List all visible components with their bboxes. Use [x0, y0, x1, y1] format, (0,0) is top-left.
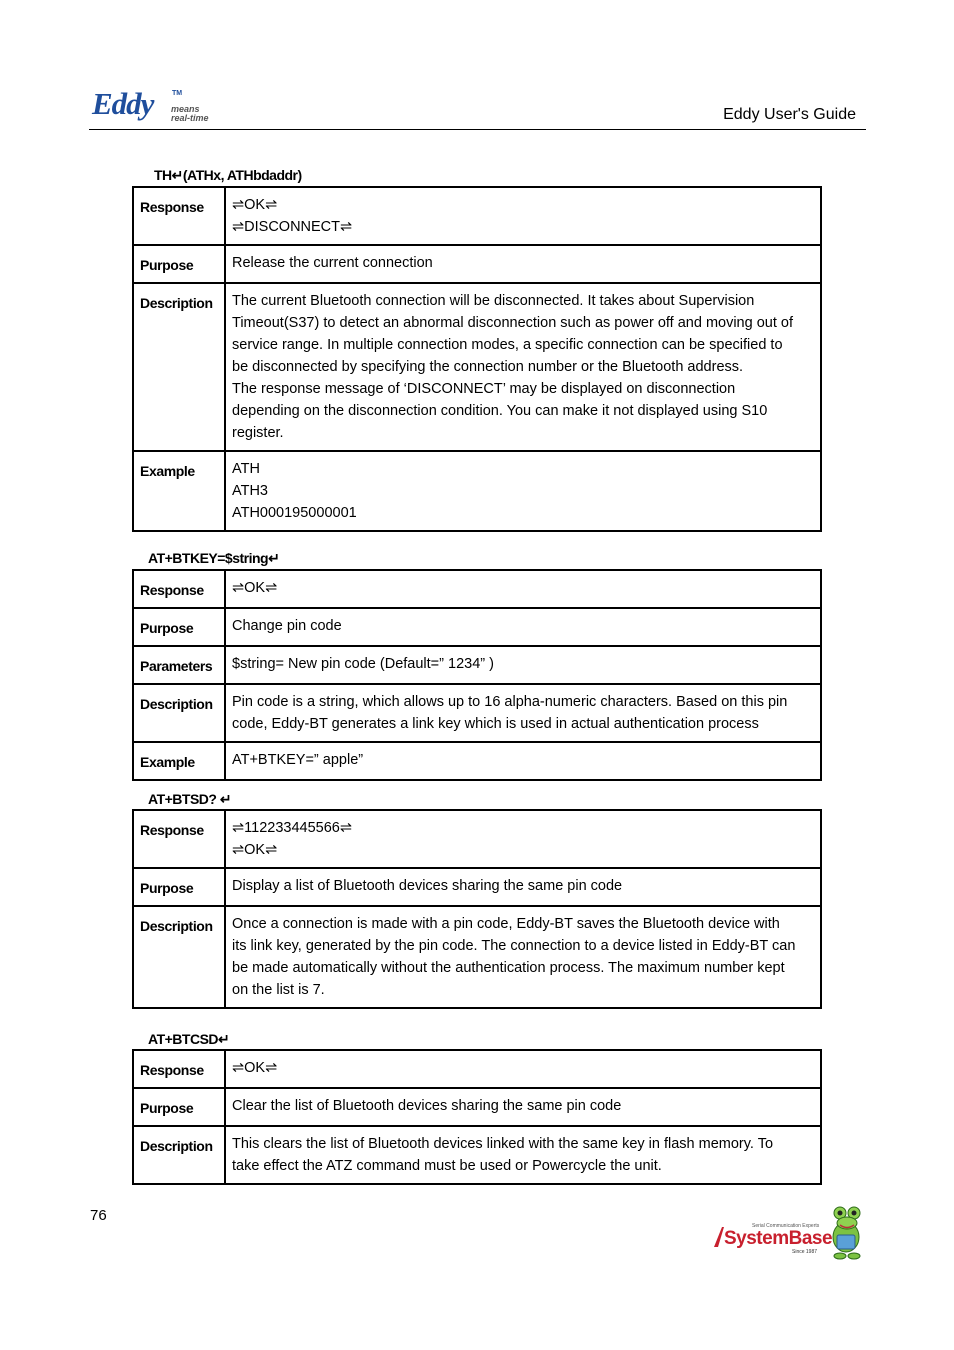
eddy-logo-tagline-2: real-time: [171, 113, 209, 123]
brand-tagline: Serial Communication Experts: [752, 1223, 820, 1229]
row-label: Response: [133, 1050, 225, 1088]
value-line: depending on the disconnection condition. You can make it not displayed using S10: [232, 403, 768, 419]
row-label: Example: [133, 451, 225, 531]
value-line: ⇌OK⇌: [232, 842, 278, 858]
row-value: [225, 1050, 821, 1088]
value-line: The response message of ‘DISCONNECT’ may be displayed on disconnection: [232, 381, 736, 397]
value-line: ATH3: [232, 483, 268, 499]
value-line: ATH000195000001: [232, 505, 357, 521]
row-label: Response: [133, 810, 225, 868]
row-label: Response: [133, 187, 225, 245]
row-value: [225, 451, 821, 531]
value-line: This clears the list of Bluetooth devices linked with the same key in flash memory. To: [232, 1136, 774, 1152]
table-row-response: [133, 1050, 821, 1088]
row-value: [225, 608, 821, 646]
value-line: on the list is 7.: [232, 982, 325, 998]
value-line: ⇌112233445566⇌: [232, 820, 352, 836]
value-line: AT+BTKEY=” apple”: [232, 752, 364, 768]
table-row-purpose: [133, 245, 821, 283]
table-row-purpose: [133, 1088, 821, 1126]
row-label: Example: [133, 742, 225, 780]
table-row-response: [133, 187, 821, 245]
systembase-logo: [712, 1203, 864, 1261]
command-title-btcsd: AT+BTCSD↵: [148, 1031, 230, 1047]
command-table-btkey: [132, 569, 822, 781]
table-row-response: [133, 570, 821, 608]
value-line: code, Eddy-BT generates a link key which is used in actual authentication process: [232, 716, 759, 732]
row-value: [225, 570, 821, 608]
value-line: $string= New pin code (Default=” 1234” ): [232, 656, 494, 672]
eddy-logo-wordmark: Eddy: [92, 86, 154, 121]
row-label: Purpose: [133, 1088, 225, 1126]
row-value: [225, 1126, 821, 1184]
row-value: [225, 684, 821, 742]
page-number: 76: [90, 1207, 107, 1224]
brand-wordmark: SystemBase: [724, 1228, 833, 1249]
command-title-btkey: AT+BTKEY=$string↵: [148, 550, 280, 566]
guide-title: Eddy User's Guide: [723, 106, 856, 123]
table-row-parameters: [133, 646, 821, 684]
row-value: [225, 245, 821, 283]
row-label: Description: [133, 1126, 225, 1184]
row-value: [225, 810, 821, 868]
value-line: ATH: [232, 461, 260, 477]
eddy-logo-trademark: TM: [172, 90, 183, 97]
value-line: be made automatically without the authentication process. The maximum number kept: [232, 960, 785, 976]
value-line: The current Bluetooth connection will be disconnected. It takes about Supervision: [232, 293, 755, 309]
table-row-description: [133, 1126, 821, 1184]
brand-since: Since 1987: [792, 1249, 818, 1255]
value-line: register.: [232, 425, 284, 441]
command-title-ath: TH↵(ATHx, ATHbdaddr): [154, 167, 302, 183]
row-label: Description: [133, 906, 225, 1008]
value-line: Change pin code: [232, 618, 342, 634]
value-line: take effect the ATZ command must be used or Powercycle the unit.: [232, 1158, 662, 1174]
table-row-description: [133, 283, 821, 451]
row-label: Purpose: [133, 608, 225, 646]
command-title-btsd: AT+BTSD? ↵: [148, 791, 232, 807]
value-line: Pin code is a string, which allows up to 16 alpha-numeric characters. Based on this pin: [232, 694, 788, 710]
eddy-logo-tagline-1: means: [171, 104, 200, 114]
row-label: Response: [133, 570, 225, 608]
value-line: ⇌DISCONNECT⇌: [232, 219, 353, 235]
table-row-purpose: [133, 608, 821, 646]
value-line: Clear the list of Bluetooth devices sharing the same pin code: [232, 1098, 622, 1114]
value-line: ⇌OK⇌: [232, 1060, 278, 1076]
row-label: Parameters: [133, 646, 225, 684]
row-value: [225, 868, 821, 906]
value-line: ⇌OK⇌: [232, 197, 278, 213]
row-label: Description: [133, 283, 225, 451]
table-row-purpose: [133, 868, 821, 906]
table-row-example: [133, 451, 821, 531]
row-label: Purpose: [133, 245, 225, 283]
value-line: Timeout(S37) to detect an abnormal disconnection such as power off and moving out of: [232, 315, 793, 331]
value-line: its link key, generated by the pin code. The connection to a device listed in Eddy-BT can: [232, 938, 796, 954]
row-label: Description: [133, 684, 225, 742]
table-row-example: [133, 742, 821, 780]
row-value: [225, 646, 821, 684]
value-line: ⇌OK⇌: [232, 580, 278, 596]
command-table-btsd: [132, 809, 822, 1009]
row-label: Purpose: [133, 868, 225, 906]
value-line: Release the current connection: [232, 255, 433, 271]
row-value: [225, 1088, 821, 1126]
value-line: Display a list of Bluetooth devices sharing the same pin code: [232, 878, 623, 894]
value-line: service range. In multiple connection modes, a specific connection can be specified to: [232, 337, 783, 353]
table-row-description: [133, 906, 821, 1008]
row-value: [225, 742, 821, 780]
row-value: [225, 906, 821, 1008]
value-line: be disconnected by specifying the connection number or the Bluetooth address.: [232, 359, 744, 375]
table-row-description: [133, 684, 821, 742]
command-table-btcsd: [132, 1049, 822, 1185]
value-line: Once a connection is made with a pin code, Eddy-BT saves the Bluetooth device with: [232, 916, 780, 932]
row-value: [225, 283, 821, 451]
table-row-response: [133, 810, 821, 868]
eddy-logo: [92, 86, 212, 126]
header-divider: [89, 129, 866, 130]
row-value: [225, 187, 821, 245]
command-table-ath: [132, 186, 822, 532]
